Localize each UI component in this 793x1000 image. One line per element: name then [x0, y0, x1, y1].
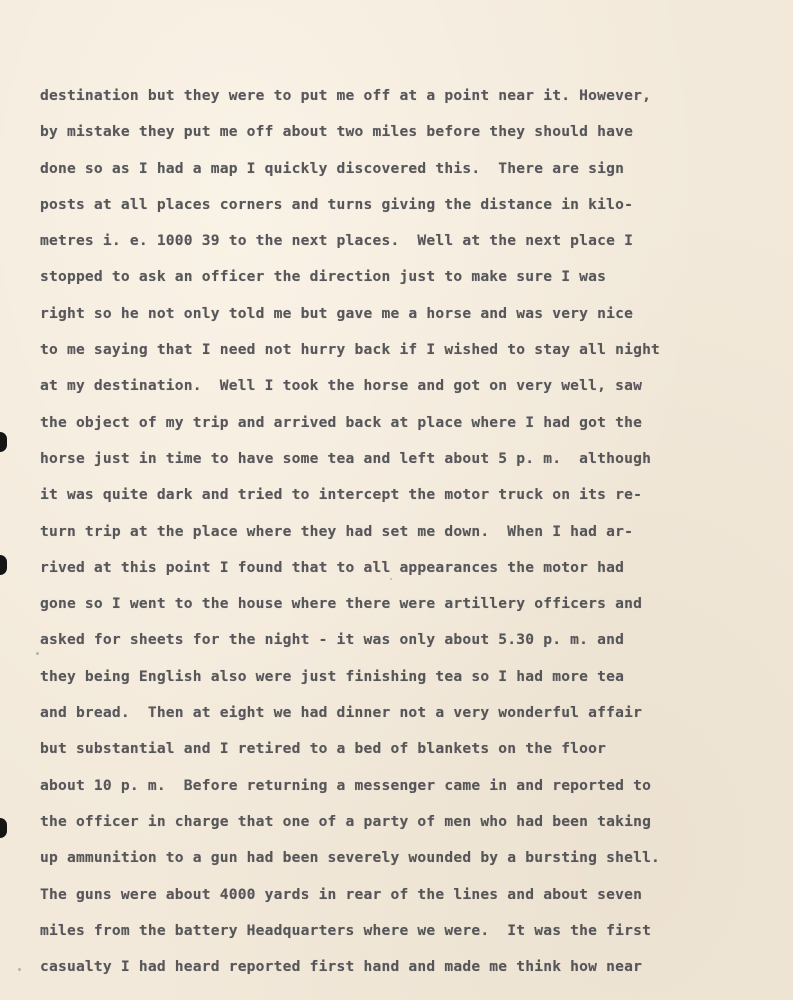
text-line: posts at all places corners and turns giving the distance in kilo- [40, 195, 634, 213]
typed-text-body [40, 78, 785, 985]
binder-hole [0, 555, 7, 575]
text-line: by mistake they put me off about two miles before they should have [40, 123, 634, 141]
paper-speck [18, 968, 21, 971]
text-line: asked for sheets for the night - it was only about 5.30 p. m. and [40, 631, 625, 649]
text-line: about 10 p. m. Before returning a messenger came in and reported to [40, 776, 652, 794]
text-line: and bread. Then at eight we had dinner not a very wonderful affair [40, 704, 643, 722]
text-line: the officer in charge that one of a party of men who had been taking [40, 812, 652, 830]
text-line: horse just in time to have some tea and left about 5 p. m. although [40, 449, 652, 467]
text-line: rived at this point I found that to all appearances the motor had [40, 558, 625, 576]
text-line: done so as I had a map I quickly discovered this. There are sign [40, 159, 625, 177]
text-line: right so he not only told me but gave me a horse and was very nice [40, 304, 634, 322]
paper-speck [36, 652, 39, 655]
text-line: gone so I went to the house where there were artillery officers and [40, 595, 643, 613]
text-line: The guns were about 4000 yards in rear of the lines and about seven [40, 885, 643, 903]
text-line: stopped to ask an officer the direction just to make sure I was [40, 268, 607, 286]
text-line: turn trip at the place where they had set me down. When I had ar- [40, 522, 634, 540]
binder-hole [0, 432, 7, 452]
text-line: to me saying that I need not hurry back if I wished to stay all night [40, 341, 661, 359]
text-line: but substantial and I retired to a bed of blankets on the floor [40, 740, 607, 758]
text-line: at my destination. Well I took the horse and got on very well, saw [40, 377, 643, 395]
text-line: miles from the battery Headquarters where we were. It was the first [40, 921, 652, 939]
text-line: they being English also were just finishing tea so I had more tea [40, 667, 625, 685]
text-line: it was quite dark and tried to intercept the motor truck on its re- [40, 486, 643, 504]
text-line: up ammunition to a gun had been severely wounded by a bursting shell. [40, 849, 661, 867]
text-line: the object of my trip and arrived back at place where I had got the [40, 413, 643, 431]
text-line: casualty I had heard reported first hand and made me think how near [40, 958, 643, 976]
binder-hole [0, 818, 7, 838]
text-line: metres i. e. 1000 39 to the next places. Well at the next place I [40, 232, 634, 250]
text-line: destination but they were to put me off at a point near it. However, [40, 87, 652, 104]
